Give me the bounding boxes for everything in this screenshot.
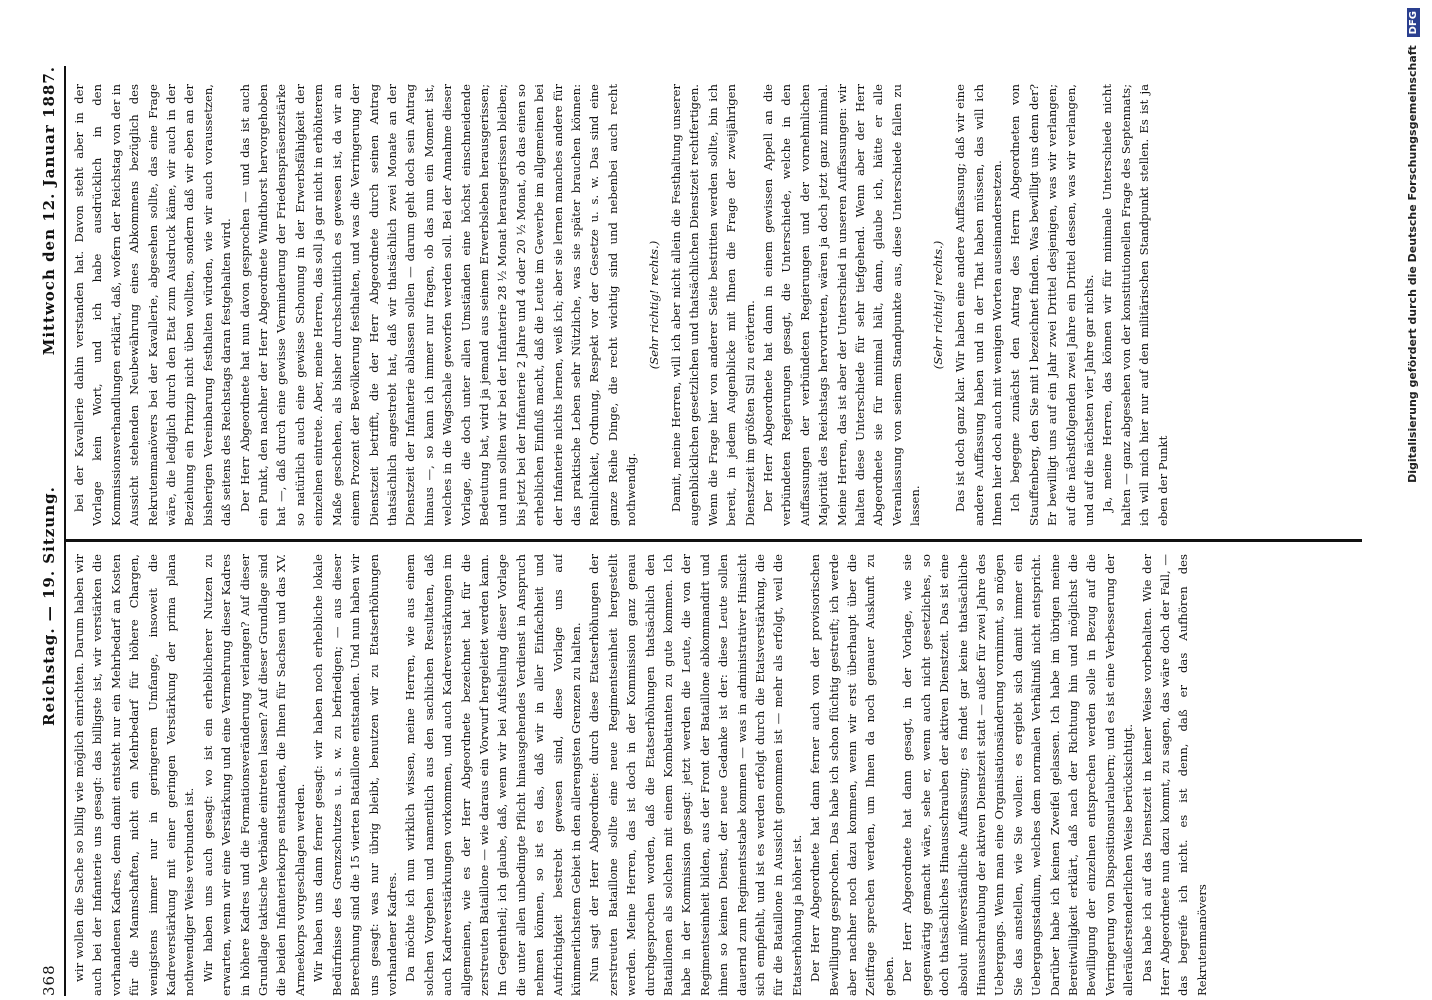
credit-text: Digitalisierung gefördert durch die Deutsche Forschungsgemeinschaft [1406,45,1419,483]
column-rule [66,539,1362,542]
paragraph: Der Herr Abgeordnete hat dann in einem gewissen Appell an die verbündeten Regierungen gesagt, die Unterschiede, welche in den Auffassungen der verbündeten Regierungen und der vornehmlichen Majorität des Reichstags hervortreten, wären ja doch jetzt ganz minimal. Meine Herren, das ist aber der Unterschied in unseren Auffassungen: wir halten diese Unterschiede für sehr tiefgehend. Wenn aber der Herr Abgeordnete sie für minimal hält, dann, glaube ich, hätte er alle Veranlassung von seinem Standpunkte aus, diese Unterschiede fallen zu lassen. [761,84,923,526]
paragraph: Ich begegne zunächst den Antrag des Herrn Abgeordneten von Stauffenberg, den Sie mit I bezeichnet finden. Was bewilligt uns denn der? Er bewilligt uns auf ein Jahr zwei Drittel desjenigen, was wir verlangen; auf die nächstfolgenden zwei Jahre ein Drittel dessen, was wir verlangen, und auf die nächsten vier Jahre gar nichts. [1008,84,1096,526]
header-left-title: Reichstag. — 19. Sitzung. [40,486,58,726]
right-column [70,84,1360,526]
page-number: 368 [40,964,58,996]
paragraph: wir wollen die Sache so billig wie möglich einrichten. Darum haben wir auch bei der Infanterie uns gesagt: das billigste ist, wir verstärken die vorhandenen Kadres, denn damit entsteht nur ein Mehrbedarf an Kosten für die Mannschaften, nicht ein Mehrbedarf für höhere Chargen, wenigstens immer nur in geringerem Umfange, insoweit die Kadreverstärkung mit einer geringen Verstärkung der prima plana nothwendiger Weise verbunden ist. [72,554,197,996]
paragraph: Das ist doch ganz klar. Wir haben eine andere Auffassung; daß wir eine andere Auffassung haben und in der That haben müssen, das will ich Ihnen hier doch auch mit wenigen Worten auseinandersetzen. [953,84,1004,526]
left-column [70,554,1360,996]
digitization-credit [1398,8,1428,938]
running-header [40,66,62,996]
paragraph: Ja, meine Herren, das können wir für minimale Unterschiede nicht halten — ganz abgesehen von der konstitutionellen Frage des Septennats; ich will mich hier nur auf den militärischen Standpunkt stellen. Es ist ja eben der Punkt [1100,84,1170,526]
paragraph: Der Herr Abgeordnete hat nun davon gesprochen — und das ist auch ein Punkt, den nachher der Herr Abgeordnete Windthorst hervorgehoben hat —, daß durch eine gewisse Verminderung der Friedenspräsenzstärke so natürlich auch eine gewisse Schonung in der Erwerbsfähigkeit der einzelnen eintrete. Aber, meine Herren, das soll ja gar nicht in erhöhterem Maße geschehen, als bisher durchschnittlich es gewesen ist, da wir an einem Prozent der Bevölkerung festhalten, und was die Verringerung der Dienstzeit betrifft, die der Herr Abgeordnete durch seinen Antrag thatsächlich angestrebt hat, daß wir thatsächlich zwei Monate an der Dienstzeit der Infanterie ablassen sollen — darum geht doch sein Antrag hinaus —, so kann ich immer nur fragen, ob das nun ein Moment ist, welches in die Wagschale geworfen werden soll. Bei der Annahme dieser Vorlage, die doch unter allen Umständen eine höchst einschneidende Bedeutung bat, wird ja jemand aus seinem Erwerbsleben herausgerissen; und nun sollten wir bei der Infanterie 28 ½ Monat herausgerissen bleiben; bis jetzt bei der Infanterie 2 Jahre und 4 oder 20 ½ Monat, ob das einen so erheblichen Einfluß macht, daß die Leute im Gewerbe im allgemeinen bei der Infanterie nichts lernen, weiß ich; aber sie lernen manches andere für das praktische Leben sehr Nützliche, was sie später brauchen können: Reinlichkeit, Ordnung, Respekt vor der Gesetze u. s. w. Das sind eine ganze Reihe Dinge, die recht wichtig sind und nebenbei auch recht nothwendig. [237,84,639,526]
paragraph: Der Herr Abgeordnete hat dann gesagt, in der Vorlage, wie sie gegenwärtig gemacht wäre, sehe er, wenn auch nicht gesetzliches, so doch thatsächliches Hinausschrauben der aktiven Dienstzeit. Das ist eine absolut mißverständliche Auffassung; es findet gar keine thatsächliche Hinausschraubung der aktiven Dienstzeit statt — außer für zwei Jahre des Uebergangs. Wenn man eine Organisationsänderung vornimmt, so mögen Sie das anstellen, wie Sie wollen: es ergiebt sich damit immer ein Uebergangsstadium, welches dem normalen Verhältniß nicht entspricht. Darüber habe ich keinen Zweifel gelassen. Ich habe im übrigen meine Bereitwilligkeit erklärt, daß nach der Richtung hin und möglichst die Bewilligung der einzelnen entsprechen werden solle in Bezug auf die Verringerung von Dispositionsurlaubern; und es ist eine Verbesserung der alleräußerstenderlichen Weise berücksichtigt. [900,554,1136,996]
paragraph: Der Herr Abgeordnete hat dann ferner auch von der provisorischen Bewilligung gesprochen. Das habe ich schon flüchtig gestreift; ich werde aber nachher noch dazu kommen, wenn wir erst überhaupt über die Zeitfrage sprechen werden, um Ihnen da noch genauer Auskunft zu geben. [808,554,896,996]
interjection: (Sehr richtig! rechts.) [646,240,661,370]
paragraph: Nun sagt der Herr Abgeordnete: durch diese Etatserhöhungen der zerstreuten Bataillone sollte eine neue Regimentseinheit hergestellt werden. Meine Herren, das ist doch in der Kommission ganz genau durchgesprochen worden, daß die Etatserhöhungen thatsächlich den Bataillonen als solchen mit einem Kombattanten zu gute kommen. Ich habe in der Kommission gesagt: jetzt werden die Leute, die von der Regimentseinheit bilden, aus der Front der Bataillone abkommandirt und ihnen so keinen Dienst, der neue Gedanke ist der: diese Leute sollen dauernd zum Regimentsstabe kommen — was in administrativer Hinsicht sich empfiehlt, und ist es werden erfolgt durch die Etatsverstärkung, die für die Bataillone in Aussicht genommen ist — mehr als erfolgt, weil die Etatserhöhung ja höher ist. [587,554,804,996]
header-right-title: Mittwoch den 12. Januar 1887. [40,66,58,356]
paragraph: Das habe ich auf das Dienstzeit in keiner Weise vorbehalten. Wie der Herr Abgeordnete nun dazu kommt, zu sagen, das wäre doch der Fall, — das begreife ich nicht. es ist denn, daß er das Aufhören des Rekrutenmanövers [1139,554,1209,996]
paragraph: Da möchte ich nun wirklich wissen, meine Herren, wie aus einem solchen Vorgehen und namentlich aus den sachlichen Resultaten, daß auch Kadreverstärkungen vorkommen, und auch Kadreverstärkungen im allgemeinen, wie es der Herr Abgeordnete bezeichnet hat für die zerstreuten Bataillone — wie daraus ein Vorwurf hergeleitet werden kann. Im Gegentheil; ich glaube, daß, wenn wir bei Aufstellung dieser Vorlage die unter allen unbedingte Pflicht hinausgehendes Verdienst in Anspruch nehmen können, so ist es das, daß wir in aller Einfachheit und Aufrichtigkeit bestrebt gewesen sind, diese Vorlage uns auf kümmerlichstem Gebiet in den allerengsten Grenzen zu halten. [403,554,583,996]
interjection: (Sehr richtig! rechts.) [930,240,945,370]
header-rule [64,66,66,996]
paragraph: Wir haben uns dann ferner gesagt: wir haben noch erhebliche lokale Bedürfnisse des Grenzschutzes u. s. w. zu befriedigen; — aus dieser Berechnung sind die 15 vierten Bataillone entstanden. Und nun haben wir uns gesagt: was nur übrig bleibt, benutzen wir zu Etatserhöhungen vorhandener Kadres. [311,554,399,996]
dfg-logo: DFG [1407,8,1420,37]
paragraph: Damit, meine Herren, will ich aber nicht allein die Festhaltung unserer augenblicklichen gesetzlichen und thatsächlichen Dienstzeit rechtfertigen. Wenn die Frage hier von anderer Seite bestritten werden sollte, bin ich bereit, in jedem Augenblicke mit Ihnen die Frage der zweijährigen Dienstzeit im größten Stil zu erörtern. [669,84,757,526]
paragraph: bei der Kavallerie dahin verstanden hat. Davon steht aber in der Vorlage kein Wort, und ich habe ausdrücklich in den Kommissionsverhandlungen erklärt, daß, wofern der Reichstag von der in Aussicht stehenden Neubewährung eines Abkommens bezüglich des Rekrutenmanövers bei der Kavallerie, abgesehen sollte, das eine Frage wäre, die lediglich durch den Etat zum Ausdruck käme, wir auch in der Beziehung ein Prinzip nicht üben wollten, sondern daß wir eben an der bisherigen Vereinbarung festhalten würden, wie wir auch voraussetzen, daß seitens des Reichstags daran festgehalten wird. [72,84,234,526]
paragraph: Wir haben uns auch gesagt: wo ist ein erheblicherer Nutzen zu erwarten, wenn wir eine Verstärkung und eine Vermehrung dieser Kadres in höhere Kadres und die Formationsveränderung verlangen? Auf dieser Grundlage taktische Verbände eintreten lassen? Auf dieser Grundlage sind die beiden Infanteriekorps entstanden, die Ihnen für Sachsen und das XV. Armeekorps vorgeschlagen werden. [200,554,307,996]
document-page [40,36,1372,996]
